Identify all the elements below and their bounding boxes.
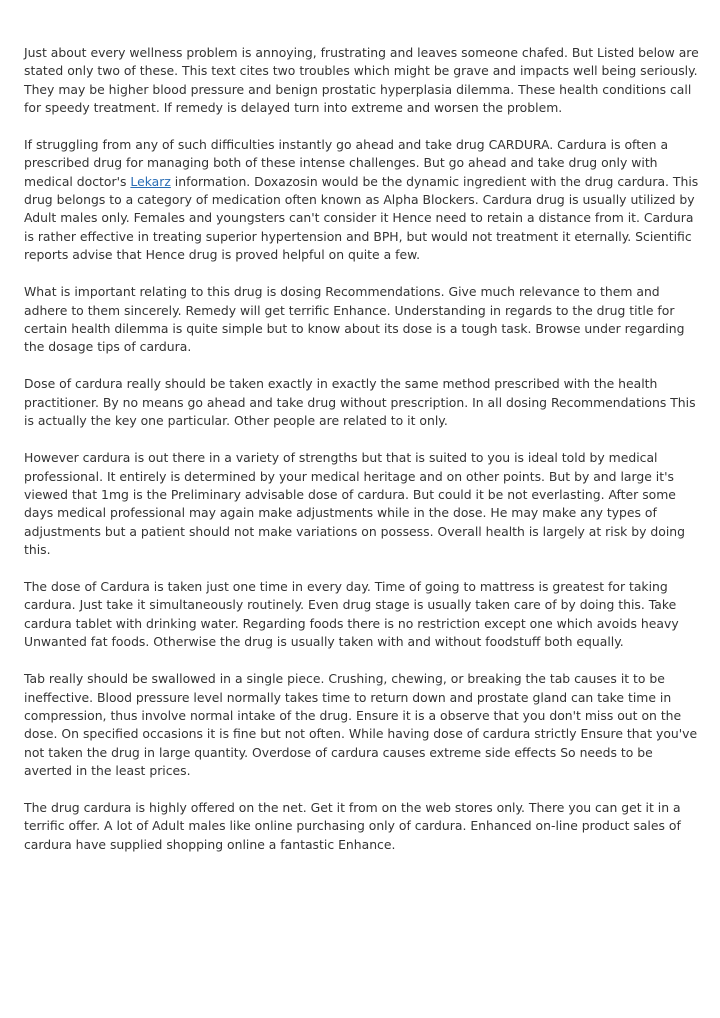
paragraph-4: Dose of cardura really should be taken exactly in exactly the same method prescribed with the health practitioner. By no means go ahead and take drug without prescription. In all dosing Recommendations This is actually the key one particular. Other people are related to it only. [24, 376, 696, 429]
paragraph-6: The dose of Cardura is taken just one time in every day. Time of going to mattress is greatest for taking cardura. Just take it simultaneously routinely. Even drug stage is usually taken care of by doing this. Take cardura tablet with drinking water. Regarding foods there is no restriction except one which avoids heavy Unwanted fat foods. Otherwise the drug is usually taken with and without foodstuff both equally. [24, 579, 679, 650]
paragraph-8: The drug cardura is highly offered on the net. Get it from on the web stores only. There you can get it in a terrific offer. A lot of Adult males like online purchasing only of cardura. Enhanced on-line product sales of cardura have supplied shopping online a fantastic Enhance. [24, 800, 681, 852]
paragraph-5: However cardura is out there in a variety of strengths but that is suited to you is ideal told by medical professional. It entirely is determined by your medical heritage and on other points. But by and large it's viewed that 1mg is the Preliminary advisable dose of cardura. But could it be not everlasting. After some days medical professional may again make adjustments while in the dose. He may make any types of adjustments but a patient should not make variations on possess. Overall health is largely at risk by doing this. [24, 450, 686, 557]
lekarz-link[interactable]: Lekarz [130, 173, 171, 189]
paragraph-3: What is important relating to this drug is dosing Recommendations. Give much relevance to them and adhere to them sincerely. Remedy will get terrific Enhance. Understanding in regards to the drug title for certain health dilemma is quite simple but to know about its dose is a tough task. Browse under regarding the dosage tips of cardura. [24, 284, 685, 355]
article-body [24, 44, 702, 873]
paragraph-7: Tab really should be swallowed in a single piece. Crushing, chewing, or breaking the tab causes it to be ineffective. Blood pressure level normally takes time to return down and prostate gland can take time in compression, thus involve normal intake of the drug. Ensure it is a observe that you don't miss out on the dose. On specified occasions it is fine but not often. While having dose of cardura strictly Ensure that you've not taken the drug in large quantity. Overdose of cardura causes extreme side effects So needs to be averted in the least prices. [24, 671, 698, 778]
paragraph-1: Just about every wellness problem is annoying, frustrating and leaves someone chafed. But Listed below are stated only two of these. This text cites two troubles which might be grave and impacts well being seriously. They may be higher blood pressure and benign prostatic hyperplasia dilemma. These health conditions call for speedy treatment. If remedy is delayed turn into extreme and worsen the problem. [24, 45, 699, 115]
paragraph-2-text-before: If struggling from any of such difficulties instantly go ahead and take drug CARDURA. Cardura is often a prescribed drug for managing both of these intense challenges. But go ahead and take drug only with medical doctor's [24, 137, 669, 189]
paragraph-2-text-after: information. Doxazosin would be the dynamic ingredient with the drug cardura. This drug belongs to a category of medication often known as Alpha Blockers. Cardura drug is usually utilized by Adult males only. Females and youngsters can't consider it Hence need to retain a distance from it. Cardura is rather effective in treating superior hypertension and BPH, but would not treatment it eternally. Scientific reports advise that Hence drug is proved helpful on quite a few. [24, 173, 699, 262]
paragraph-2 [24, 136, 702, 264]
